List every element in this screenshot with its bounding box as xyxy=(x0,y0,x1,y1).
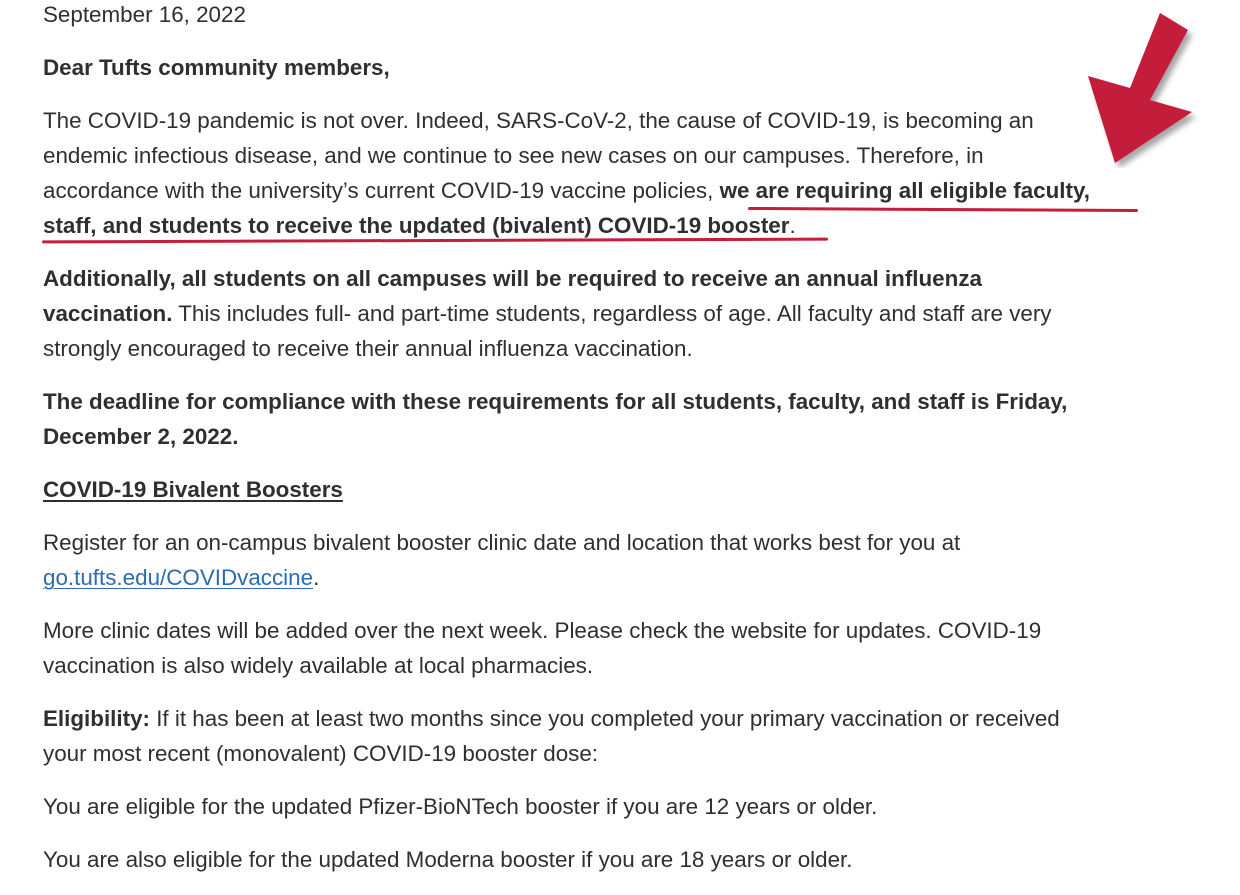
text-line: Register for an on-campus bivalent booster clinic date and location that works best for you at xyxy=(43,530,961,555)
paragraph-influenza xyxy=(43,261,1163,366)
paragraph-eligibility xyxy=(43,701,1163,771)
section-heading: COVID-19 Bivalent Boosters xyxy=(43,477,343,502)
paragraph-deadline xyxy=(43,384,1163,454)
covid-vaccine-link[interactable]: go.tufts.edu/COVIDvaccine xyxy=(43,565,314,590)
text-line: vaccination. This includes full- and part-time students, regardless of age. All faculty and staff are very xyxy=(43,301,1052,326)
text-line: strongly encouraged to receive their annual influenza vaccination. xyxy=(43,336,693,361)
text-line: Eligibility: If it has been at least two months since you completed your primary vaccination or received xyxy=(43,706,1060,731)
text-line: The COVID-19 pandemic is not over. Indeed, SARS-CoV-2, the cause of COVID-19, is becoming an xyxy=(43,108,1034,133)
text-line: endemic infectious disease, and we continue to see new cases on our campuses. Therefore, in xyxy=(43,143,984,168)
salutation: Dear Tufts community members, xyxy=(43,55,390,80)
paragraph-clinic-dates xyxy=(43,613,1163,683)
text-line: More clinic dates will be added over the next week. Please check the website for updates. COVID-19 xyxy=(43,618,1042,643)
text-line: staff, and students to receive the updated (bivalent) COVID-19 booster. xyxy=(43,213,796,238)
text-line-plain: accordance with the university’s current COVID-19 vaccine policies, xyxy=(43,178,720,203)
email-date: September 16, 2022 xyxy=(43,2,246,27)
text-line: go.tufts.edu/COVIDvaccine. xyxy=(43,565,320,590)
text-line: your most recent (monovalent) COVID-19 booster dose: xyxy=(43,741,599,766)
paragraph-moderna: You are also eligible for the updated Moderna booster if you are 18 years or older. xyxy=(43,847,853,872)
text-line xyxy=(43,173,1163,208)
booster-requirement-highlight: staff, and students to receive the updated (bivalent) COVID-19 booster xyxy=(43,213,790,238)
text-line: vaccination is also widely available at local pharmacies. xyxy=(43,653,594,678)
email-body xyxy=(43,0,1163,895)
paragraph-register xyxy=(43,525,1163,595)
arrow-down-left-icon xyxy=(1080,8,1200,168)
text-line: December 2, 2022. xyxy=(43,424,239,449)
paragraph-pandemic xyxy=(43,103,1163,243)
eligibility-label: Eligibility: xyxy=(43,706,150,731)
text-line: The deadline for compliance with these requirements for all students, faculty, and staff is Friday, xyxy=(43,389,1068,414)
paragraph-pfizer: You are eligible for the updated Pfizer-BioNTech booster if you are 12 years or older. xyxy=(43,794,878,819)
text-line: Additionally, all students on all campuses will be required to receive an annual influenza xyxy=(43,266,982,291)
booster-requirement-highlight: we are requiring all eligible faculty, xyxy=(719,178,1090,203)
